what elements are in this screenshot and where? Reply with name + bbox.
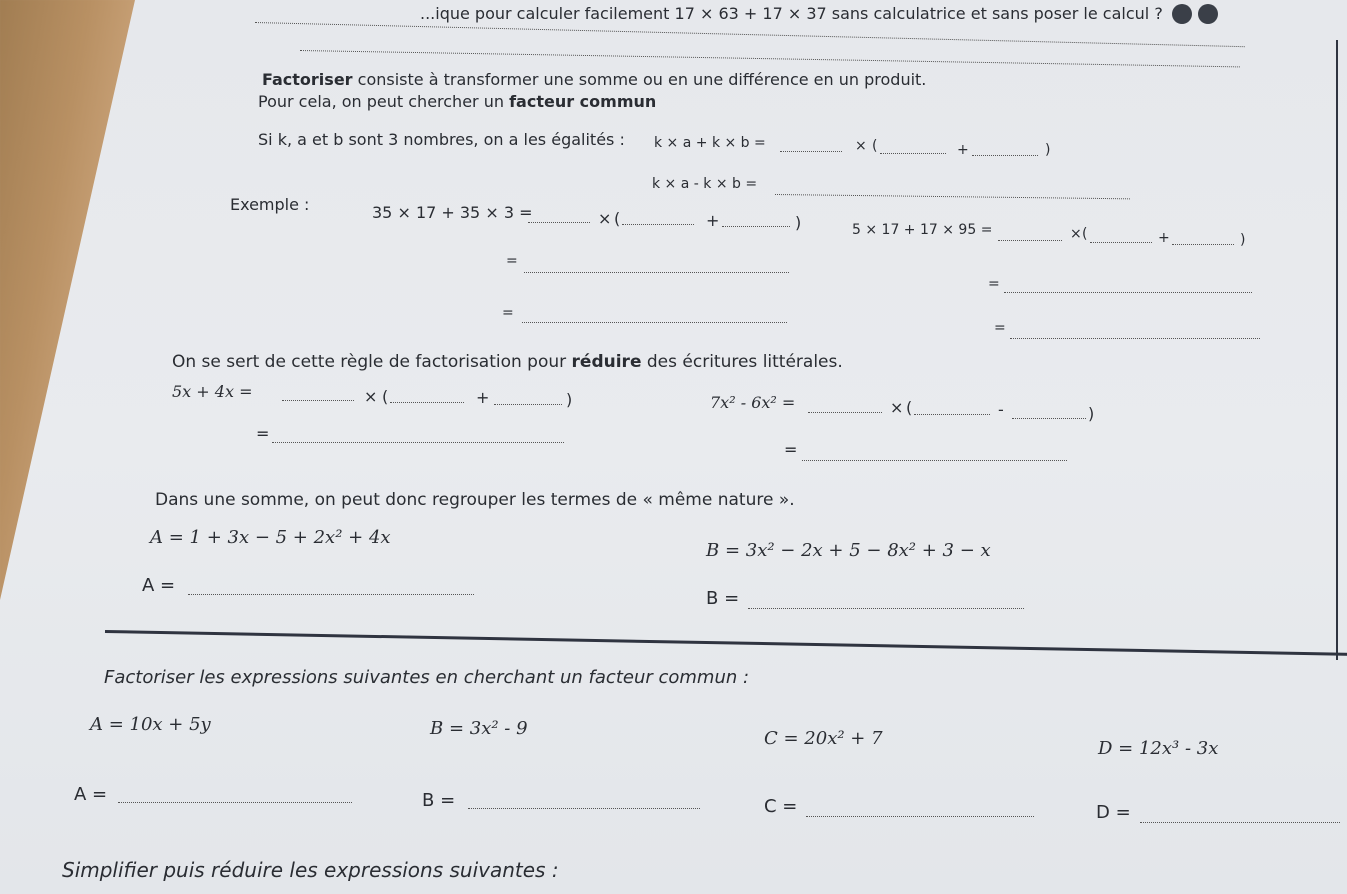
red1-times: ×: [364, 387, 378, 406]
ex1-open: (: [614, 209, 621, 228]
red2-times: ×: [890, 398, 904, 417]
red1-blank-factor[interactable]: [282, 400, 354, 401]
ex1-close: ): [795, 213, 802, 232]
red2-blank-factor[interactable]: [808, 412, 882, 413]
ex2-result-2[interactable]: [1010, 338, 1260, 339]
definition-line1: [262, 70, 926, 89]
reduce-intro-bold: réduire: [571, 352, 642, 372]
eq1-blank-factor[interactable]: [780, 151, 842, 152]
exercise1-title: Factoriser les expressions suivantes en cherchant un facteur commun :: [104, 667, 750, 688]
reduce-expr1: 5x + 4x =: [172, 382, 253, 401]
ex1-result-1[interactable]: [524, 272, 789, 273]
box-right-border: [1336, 40, 1338, 660]
exercise1-C-label: C =: [764, 796, 798, 817]
definition-line2-text: Pour cela, on peut chercher un: [258, 92, 510, 111]
exercise1-D-answer[interactable]: [1140, 822, 1340, 823]
ex2-open: (: [1082, 226, 1088, 242]
red2-open: (: [906, 398, 913, 417]
eq1-times: ×: [855, 138, 867, 154]
exercise1-B-answer[interactable]: [468, 808, 700, 809]
ex1-result-2[interactable]: [522, 322, 787, 323]
equality-2: k × a - k × b =: [652, 176, 758, 192]
example-expr2: 5 × 17 + 17 × 95 =: [852, 222, 993, 238]
red2-minus: -: [998, 400, 1004, 419]
exercise1-D-label: D =: [1096, 802, 1131, 823]
example-label: Exemple :: [230, 195, 310, 214]
eq1-blank-a[interactable]: [880, 153, 946, 154]
definition-text: consiste à transformer une somme ou en une différence en un produit.: [352, 70, 927, 89]
red1-blank-b[interactable]: [494, 404, 562, 405]
exercise1-C-answer[interactable]: [806, 816, 1034, 817]
group-intro: Dans une somme, on peut donc regrouper les termes de « même nature ».: [155, 490, 795, 510]
red1-close: ): [566, 390, 573, 409]
ex2-blank-factor[interactable]: [998, 240, 1062, 241]
reduce-intro-text-end: des écritures littérales.: [641, 352, 843, 372]
exercise2-title: Simplifier puis réduire les expressions suivantes :: [62, 858, 559, 882]
equalities-intro: Si k, a et b sont 3 nombres, on a les égalités :: [258, 130, 625, 149]
ex2-blank-b[interactable]: [1172, 244, 1234, 245]
red1-open: (: [382, 387, 389, 406]
ex2-equals-2: =: [994, 320, 1006, 336]
reduce-expr2: 7x² - 6x² =: [710, 393, 796, 412]
eq1-open: (: [872, 138, 878, 154]
ex1-blank-factor[interactable]: [528, 222, 590, 223]
exercise1-expr-D: D = 12x³ - 3x: [1098, 738, 1219, 759]
ex2-plus: +: [1158, 230, 1170, 246]
ex2-result-1[interactable]: [1004, 292, 1252, 293]
exercise1-expr-B: B = 3x² - 9: [430, 718, 528, 739]
exercise1-B-label: B =: [422, 790, 456, 811]
definition-line2: [258, 92, 656, 111]
group-A-answer[interactable]: [188, 594, 474, 595]
definition-line2-bold: facteur commun: [509, 92, 657, 111]
ex2-blank-a[interactable]: [1090, 242, 1152, 243]
group-expr-B: B = 3x² − 2x + 5 − 8x² + 3 − x: [706, 540, 991, 561]
exercise1-expr-C: C = 20x² + 7: [764, 728, 883, 749]
example-expr1: 35 × 17 + 35 × 3 =: [372, 203, 533, 222]
group-A-label: A =: [142, 575, 176, 596]
group-B-answer[interactable]: [748, 608, 1024, 609]
ex1-plus: +: [706, 211, 720, 230]
eq1-blank-b[interactable]: [972, 155, 1038, 156]
close-circle-icon: [1172, 4, 1192, 24]
red1-equals: =: [256, 424, 270, 443]
red1-plus: +: [476, 388, 490, 407]
red2-blank-a[interactable]: [914, 414, 990, 415]
definition-keyword: Factoriser: [262, 70, 353, 89]
equality-1: k × a + k × b =: [654, 135, 766, 151]
ex1-blank-a[interactable]: [622, 224, 694, 225]
group-expr-A: A = 1 + 3x − 5 + 2x² + 4x: [150, 527, 391, 548]
red1-result[interactable]: [272, 442, 564, 443]
group-B-label: B =: [706, 588, 740, 609]
ex2-times: ×: [1070, 226, 1082, 242]
header-question: ...ique pour calculer facilement 17 × 63 + 17 × 37 sans calculatrice et sans poser le calcul ?: [420, 4, 1163, 23]
exercise1-expr-A: A = 10x + 5y: [90, 714, 211, 735]
ex1-equals-1: =: [506, 253, 518, 269]
ex1-times: ×: [598, 209, 612, 228]
red1-blank-a[interactable]: [390, 402, 464, 403]
reduce-intro: [172, 352, 843, 372]
ex2-equals-1: =: [988, 276, 1000, 292]
minus-circle-icon: [1198, 4, 1218, 24]
red2-result[interactable]: [802, 460, 1067, 461]
ex1-equals-2: =: [502, 305, 514, 321]
reduce-intro-text: On se sert de cette règle de factorisation pour: [172, 352, 572, 372]
red2-blank-b[interactable]: [1012, 418, 1086, 419]
red2-equals: =: [784, 440, 798, 459]
exercise1-A-label: A =: [74, 784, 108, 805]
eq1-close: ): [1045, 142, 1051, 158]
red2-close: ): [1088, 404, 1095, 423]
eq1-plus: +: [957, 142, 969, 158]
ex1-blank-b[interactable]: [722, 226, 790, 227]
exercise1-A-answer[interactable]: [118, 802, 352, 803]
ex2-close: ): [1240, 232, 1246, 248]
